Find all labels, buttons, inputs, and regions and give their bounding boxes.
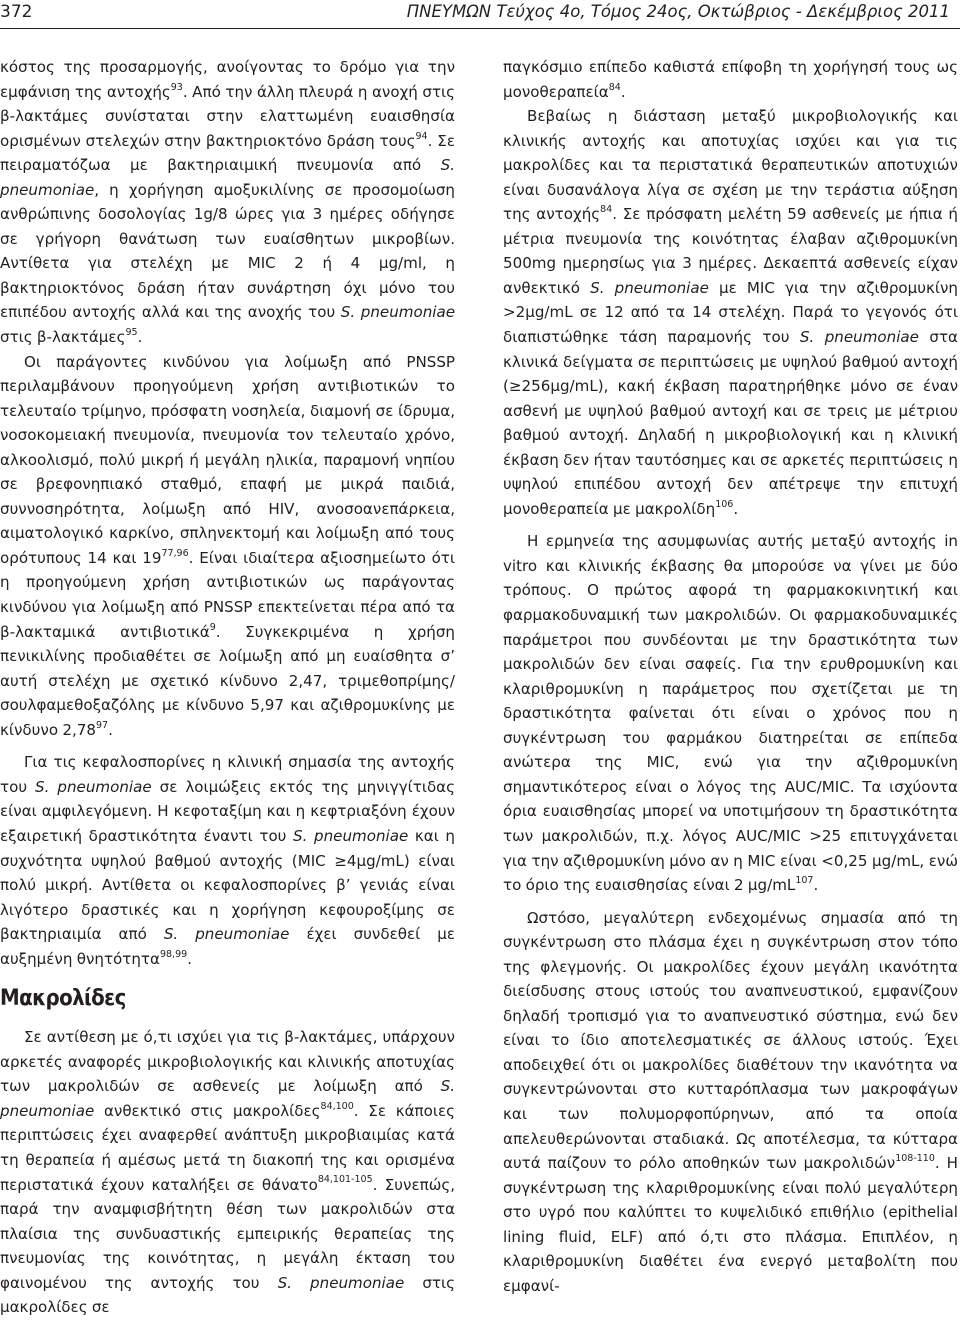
species-name: S. pneumoniae bbox=[340, 303, 455, 322]
reference-superscript: 108-110 bbox=[895, 1153, 935, 1165]
species-name: S. pneumoniae bbox=[0, 156, 455, 199]
paragraph bbox=[503, 906, 958, 1299]
reference-superscript: 106 bbox=[715, 498, 734, 510]
text-run: και η συχνότητα υψηλού βαθμού αντοχής (MIC ≥4μg/mL) είναι πολύ μικρή. Αντίθετα οι κεφαλοσπορίνες β’ γενιάς είναι λιγότερο δραστικές και η χορήγηση κεφουροξίμης σε βακτηριαιμία από bbox=[0, 826, 455, 944]
species-name: S. pneumoniae bbox=[163, 925, 290, 944]
species-name: S. pneumoniae bbox=[0, 1077, 455, 1120]
text-run: με MIC για την αζιθρομυκίνη >2μg/mL σε 12 από τα 14 στελέχη. Παρά το γεγονός ότι διαπιστώθηκε τάση παραμονής του bbox=[503, 278, 958, 347]
text-run: . bbox=[108, 720, 113, 739]
text-run: Οι παράγοντες κινδύνου για λοίμωξη από PNSSP περιλαμβάνουν προηγούμενη χρήση αντιβιοτικών το τελευταίο τρίμηνο, πρόσφατη νοσηλεία, διαμονή σε ίδρυμα, νοσοκομειακή πνευμονία, πνευμονία τον τελευταίο χρόνο, αλκοολισμό, πολύ μικρή ή μεγάλη ηλικία, παραμονή νηπίου σε βρεφονηπιακό σταθμό, επαφή με μικρά παιδιά, συννοσηρότητα, λοίμωξη από HIV, ανοσοανεπάρκεια, αιματολογικό καρκίνο, σπληνεκτομή και λοίμωξη από τους ορότυπους 14 και 19 bbox=[0, 352, 455, 567]
paragraph bbox=[0, 55, 455, 350]
reference-superscript: 84 bbox=[608, 81, 621, 93]
text-run: . bbox=[620, 82, 626, 101]
species-name: S. pneumoniae bbox=[293, 826, 409, 845]
text-run: σε λοιμώξεις εκτός της μηνιγγίτιδας είναι αμφιλεγόμενη. Η κεφοταξίμη και η κεφτριαξόνη έχουν εξαιρετική δραστικότητα έναντι του bbox=[0, 777, 455, 845]
page-number: 372 bbox=[0, 2, 33, 22]
text-run: Για τις κεφαλοσπορίνες η κλινική σημασία της αντοχής του bbox=[0, 753, 455, 796]
paragraph bbox=[0, 350, 455, 743]
section-heading: Μακρολίδες bbox=[0, 986, 126, 1012]
text-run: ανθεκτικό στις μακρολίδες bbox=[94, 1101, 321, 1120]
text-run: , η χορήγηση αμοξυκιλίνης σε προσομοίωση ανθρώπινης δοσολογίας 1g/8 ώρες για 3 ημέρες οδήγησε σε γρήγορη θανάτωση των ευαίσθητων μικροβίων. Αντίθετα για στελέχη με MIC 2 ή 4 μg/ml, η βακτηριοκτόνος δράση ήταν συνάρτηση όχι μόνο του επιπέδου αντοχής αλλά και της ανοχής του bbox=[0, 180, 455, 322]
reference-superscript: 77,96 bbox=[161, 547, 189, 559]
text-run: . Η συγκέντρωση της κλαριθρομυκίνης είναι πολύ μεγαλύτερη στο υγρό που καλύπτει το κυψελιδικό επιθήλιο (epithelial lining fluid, ELF) από ό,τι στο πλάσμα. Επιπλέον, η κλαριθρομυκίνη διαθέτει ένα ενεργό μεταβολίτη που εμφανί- bbox=[503, 1154, 958, 1295]
species-name: S. pneumoniae bbox=[277, 1273, 405, 1292]
text-run: . Από την άλλη πλευρά η ανοχή στις β-λακτάμες συνίσταται στην ελαττωμένη ευαισθησία ορισμένων στελεχών στην βακτηριοκτόνο δράση τους bbox=[0, 82, 455, 150]
text-run: στις β-λακτάμες bbox=[0, 328, 126, 347]
text-run: . Σε πειραματόζωα με βακτηριαιμική πνευμονία από bbox=[0, 131, 455, 175]
text-run: στα κλινικά δείγματα σε περιπτώσεις με υψηλού βαθμού αντοχή (≥256μg/mL), κακή έκβαση παρατηρήθηκε μόνο σε έναν ασθενή με υψηλού βαθμού αντοχή και σε τρεις με μέτριου βαθμού αντοχή. Δηλαδή η μικροβιολογική και η κλινική έκβαση δεν ήταν ταυτόσημες και σε αρκετές περιπτώσεις η υψηλού επιπέδου αντοχή δεν απέτρεψε την επιτυχή μονοθεραπεία με μακρολίδη bbox=[503, 328, 958, 518]
reference-superscript: 84,101-105 bbox=[317, 1174, 373, 1186]
paragraph bbox=[503, 104, 958, 521]
reference-superscript: 84 bbox=[600, 204, 613, 216]
reference-superscript: 84,100 bbox=[320, 1100, 354, 1112]
text-run: Βεβαίως η διάσταση μεταξύ μικροβιολογικής και κλινικής αντοχής και αποτυχίας ισχύει και για τις μακρολίδες και τα περιστατικά θεραπευτικών αποτυχιών είναι δυσανάλογα λίγα σε σχέση με την τεράστια αύξηση της αντοχής bbox=[503, 107, 958, 224]
reference-superscript: 93 bbox=[170, 81, 183, 93]
reference-superscript: 94 bbox=[415, 130, 428, 142]
reference-superscript: 95 bbox=[125, 326, 138, 338]
paragraph bbox=[503, 55, 958, 104]
text-run: παγκόσμιο επίπεδο καθιστά επίφοβη τη χορήγησή τους ως μονοθεραπεία bbox=[503, 58, 958, 101]
reference-superscript: 98,99 bbox=[159, 948, 188, 960]
reference-superscript: 97 bbox=[95, 719, 109, 731]
reference-superscript: 107 bbox=[795, 875, 814, 887]
text-run: . bbox=[187, 949, 192, 968]
text-run: . Είναι ιδιαίτερα αξιοσημείωτο ότι η προηγούμενη χρήση αντιβιοτικών ως παράγοντας κινδύνου για λοίμωξη από PNSSP επεκτείνεται πέρα από τα β-λακταμικά αντιβιοτικά bbox=[0, 548, 455, 641]
species-name: S. pneumoniae bbox=[799, 328, 919, 347]
running-head: ΠΝΕΥΜΩΝ Τεύχος 4ο, Τόμος 24ος, Οκτώβριος - Δεκέμβριος 2011 bbox=[406, 2, 950, 21]
text-run: . Σε πρόσφατη μελέτη 59 ασθενείς με ήπια ή μέτρια πνευμονία της κοινότητας έλαβαν αζιθρομυκίνη 500mg ημερησίως για 3 ημέρες. Δεκαεπτά ασθενείς είχαν ανθεκτικό bbox=[503, 205, 958, 297]
text-run: στις μακρολίδες σε bbox=[0, 1273, 455, 1317]
text-run: Σε αντίθεση με ό,τι ισχύει για τις β-λακτάμες, υπάρχουν αρκετές αναφορές μικροβιολογικής και κλινικής αποτυχίας των μακρολιδών σε ασθενείς με λοίμωξη από bbox=[0, 1028, 455, 1096]
species-name: S. pneumoniae bbox=[590, 278, 709, 297]
text-run: . bbox=[813, 876, 819, 895]
header-rule bbox=[0, 28, 960, 29]
text-run: Η ερμηνεία της ασυμφωνίας αυτής μεταξύ αντοχής in vitro και κλινικής έκβασης θα μπορούσε να γίνει με δύο τρόπους. Ο πρώτος αφορά τη φαρμακοκινητική και φαρμακοδυναμική των μακρολιδών. Οι φαρμακοδυναμικές παράμετροι που συνδέονται με την δραστικότητα των μακρολιδών δεν είναι σαφείς. Για την ερυθρομυκίνη και κλαριθρομυκίνη η παράμετρος που σχετίζεται με τη δραστικότητα φαίνεται ότι είναι ο χρόνος που η συγκέντρωση του φαρμάκου διατηρείται σε επίπεδα ανώτερα της MIC, ενώ για την αζιθρομυκίνη σημαντικότερος είναι ο λόγος της AUC/MIC. Τα ισχύοντα όρια ευαισθησίας μπορεί να υποτιμήσουν τη δραστικότητα των μακρολιδών, π.χ. λόγος AUC/MIC >25 επιτυγχάνεται για την αζιθρομυκίνη μόνο αν η MIC είναι <0,25 μg/mL, ενώ το όριο της ευαισθησίας είναι 2 μg/mL bbox=[503, 532, 958, 895]
text-run: Ωστόσο, μεγαλύτερη ενδεχομένως σημασία από τη συγκέντρωση στο πλάσμα έχει η συγκέντρωση στον τόπο της φλεγμονής. Οι μακρολίδες έχουν μεγάλη ικανότητα διείσδυσης στους ιστούς του αναπνευστικού, εμφανίζουν δηλαδή τροπισμό για το αναπνευστικό σύστημα, ενώ δεν είναι το ίδιο αποτελεσματικές σε άλλους ιστούς. Έχει αποδειχθεί ότι οι μακρολίδες διαθέτουν την ικανότητα να συγκεντρώνονται στο κυτταρόπλασμα των μακροφάγων και των πολυμορφοπύρηνων, από τα οποία απελευθερώνονται σταδιακά. Ως αποτέλεσμα, τα κύτταρα αυτά παίζουν το ρόλο αποθηκών των μακρολιδών bbox=[503, 908, 958, 1173]
right-column bbox=[503, 55, 958, 1298]
paragraph bbox=[0, 750, 455, 971]
text-run: . Συγκεκριμένα η χρήση πενικιλίνης προδιαθέτει σε λοίμωξη από μη ευαίσθητα σ’ αυτή στελέχη με σχετικό κίνδυνο 2,47, τριμεθοπρίμης/σουλφαμεθοξαζόλης με κίνδυνο 5,97 και αζιθρομυκίνης με κίνδυνο 2,78 bbox=[0, 622, 455, 739]
text-run: . bbox=[137, 328, 143, 347]
text-run: . Σε κάποιες περιπτώσεις έχει αναφερθεί ανάπτυξη μικροβιαιμίας κατά τη θεραπεία ή αμέσως μετά τη διακοπή της και ορισμένα περιστατικά έχουν καταλήξει σε θάνατο bbox=[0, 1101, 455, 1194]
text-run: έχει συνδεθεί με αυξημένη θνητότητα bbox=[0, 925, 455, 968]
text-run: . Συνεπώς, παρά την αναμφισβήτητη θέση των μακρολιδών στα πλαίσια της συνδυαστικής εμπειρικής θεραπείας της πνευμονίας της κοινότητας, η μεγάλη έκταση του φαινομένου της αντοχής του bbox=[0, 1175, 455, 1292]
paragraph bbox=[503, 529, 958, 897]
page-header bbox=[0, 0, 960, 26]
paragraph bbox=[0, 1025, 455, 1320]
text-run: κόστος της προσαρμογής, ανοίγοντας το δρόμο για την εμφάνιση της αντοχής bbox=[0, 58, 455, 101]
text-run: . bbox=[733, 499, 739, 518]
species-name: S. pneumoniae bbox=[35, 777, 152, 796]
reference-superscript: 9 bbox=[209, 621, 216, 633]
left-column bbox=[0, 55, 455, 1320]
